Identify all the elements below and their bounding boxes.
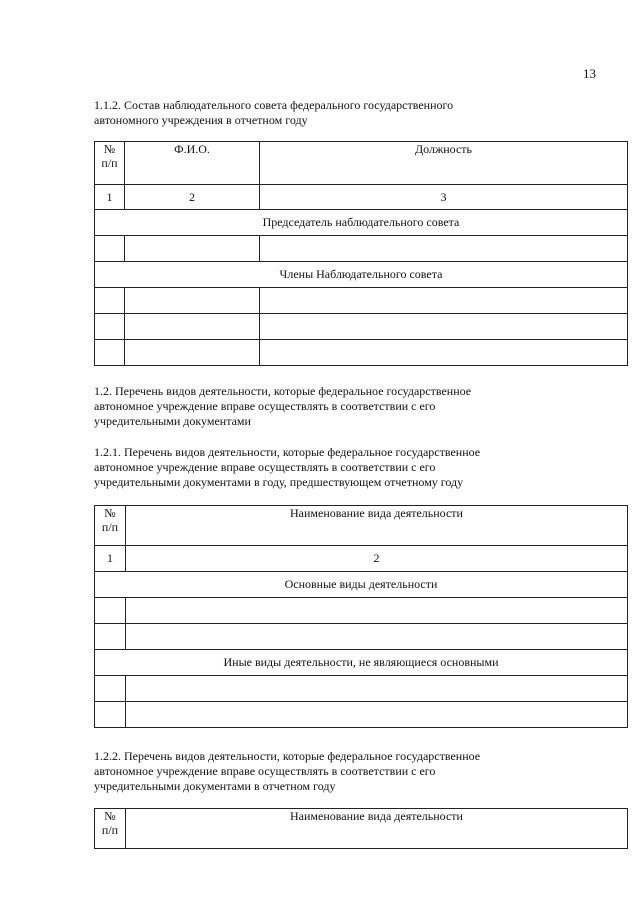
table-row [95, 702, 628, 728]
header-fio: Ф.И.О. [125, 142, 260, 185]
column-number: 1 [95, 185, 125, 210]
header-position: Должность [260, 142, 628, 185]
section-1-2-1-title [94, 445, 526, 490]
main-activities-row [95, 572, 628, 598]
header-activity-name: Наименование вида деятельности [126, 506, 628, 546]
header-number: № п/п [95, 506, 126, 546]
chairman-row [95, 210, 628, 236]
table-header-row [95, 142, 628, 185]
section-1-1-2-title [94, 98, 526, 128]
column-number: 1 [95, 546, 126, 572]
table-header-row [95, 809, 628, 849]
section-1-2-2-title [94, 749, 526, 794]
main-activities-label: Основные виды деятельности [95, 572, 628, 598]
title-line: 1.1.2. Состав наблюдательного совета федерального государственного [94, 98, 454, 112]
table-header-row [95, 506, 628, 546]
table-row [95, 598, 628, 624]
title-line: автономное учреждение вправе осуществлять в соответствии с его [94, 399, 436, 413]
title-line: автономного учреждения в отчетном году [94, 113, 308, 127]
table-row [95, 340, 628, 366]
table-row [95, 624, 628, 650]
section-1-2-title [94, 384, 526, 429]
column-number: 2 [126, 546, 628, 572]
members-row [95, 262, 628, 288]
header-number: № п/п [95, 142, 125, 185]
header-number: № п/п [95, 809, 126, 849]
column-numbers-row [95, 185, 628, 210]
title-line: учредительными документами в отчетном году [94, 779, 336, 793]
title-line: учредительными документами [94, 414, 251, 428]
table-row [95, 314, 628, 340]
table-row [95, 288, 628, 314]
title-line: автономное учреждение вправе осуществлять в соответствии с его [94, 764, 436, 778]
title-line: 1.2.2. Перечень видов деятельности, которые федеральное государственное [94, 749, 481, 763]
page-number: 13 [583, 66, 596, 81]
members-label: Члены Наблюдательного совета [95, 262, 628, 288]
table-row [95, 676, 628, 702]
other-activities-row [95, 650, 628, 676]
activities-current-year-table [94, 808, 628, 849]
table-row [95, 236, 628, 262]
column-number: 2 [125, 185, 260, 210]
title-line: автономное учреждение вправе осуществлять в соответствии с его [94, 460, 436, 474]
title-line: 1.2.1. Перечень видов деятельности, которые федеральное государственное [94, 445, 481, 459]
title-line: 1.2. Перечень видов деятельности, которые федеральное государственное [94, 384, 472, 398]
header-activity-name: Наименование вида деятельности [126, 809, 628, 849]
chairman-label: Председатель наблюдательного совета [95, 210, 628, 236]
activities-previous-year-table [94, 505, 628, 728]
column-number: 3 [260, 185, 628, 210]
supervisory-board-table [94, 141, 628, 366]
other-activities-label: Иные виды деятельности, не являющиеся основными [95, 650, 628, 676]
column-numbers-row [95, 546, 628, 572]
title-line: учредительными документами в году, предшествующем отчетному году [94, 475, 464, 489]
